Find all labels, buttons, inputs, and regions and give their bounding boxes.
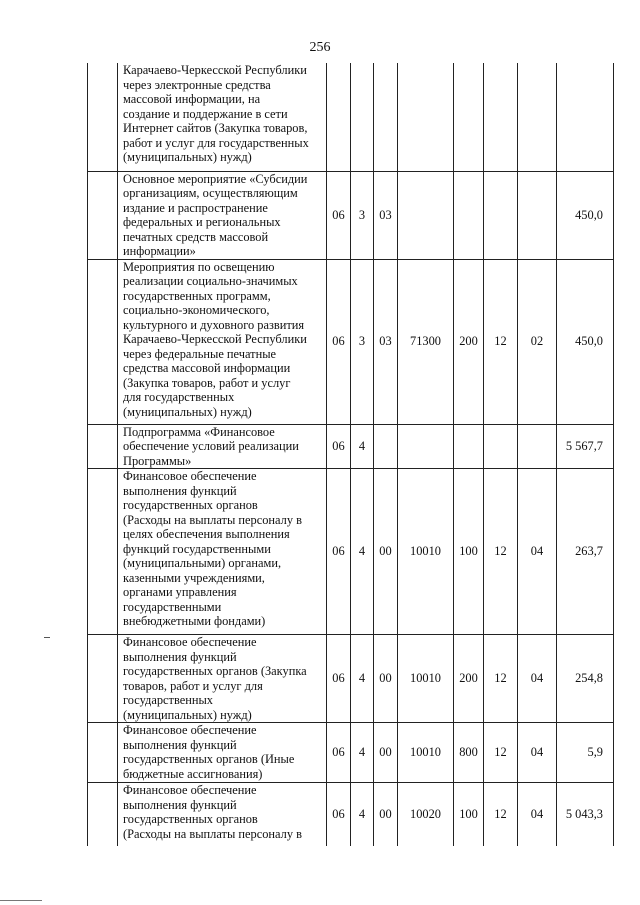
item-name-line: через федеральные печатные — [123, 346, 277, 361]
division-cell: 12 — [484, 635, 518, 723]
item-name-line: выполнения функций — [123, 737, 237, 752]
section-code-cell: 06 — [327, 635, 351, 723]
item-name-line: (муниципальных) нужд) — [123, 707, 252, 722]
table-body — [88, 63, 614, 846]
item-name-cell — [118, 171, 327, 259]
table-row — [88, 171, 614, 259]
subdivision-cell: 04 — [518, 469, 557, 635]
item-name-line: федеральных и региональных — [123, 215, 281, 229]
item-name-line: Финансовое обеспечение — [123, 469, 257, 483]
item-name-line: государственных — [123, 693, 214, 707]
activity-code-cell — [374, 424, 398, 469]
section-code-cell: 06 — [327, 469, 351, 635]
item-name-line: издание и распространение — [123, 200, 268, 215]
blank-cell — [88, 171, 118, 259]
item-name-line: государственных программ, — [123, 288, 271, 303]
subprogram-code-cell: 4 — [351, 469, 374, 635]
item-name-line: (муниципальных) нужд) — [123, 404, 252, 419]
amount-cell: 450,0 — [557, 259, 614, 424]
section-code-cell: 06 — [327, 723, 351, 783]
direction-code-cell — [398, 424, 454, 469]
item-name-line: организациям, осуществляющим — [123, 186, 298, 200]
item-name-line: государственных органов — [123, 498, 258, 512]
item-name-line: культурного и духовного развития — [123, 317, 305, 332]
direction-code-cell: 10010 — [398, 469, 454, 635]
page-number: 256 — [309, 40, 331, 55]
section-code-cell: 06 — [327, 424, 351, 469]
table-row — [88, 469, 614, 635]
item-name-line: печатных средств массовой — [123, 229, 269, 244]
item-name-line: казенными учреждениями, — [123, 570, 265, 585]
expense-type-cell — [454, 424, 484, 469]
item-name-line: Карачаево-Черкесской Республики — [123, 332, 307, 346]
subprogram-code-cell — [351, 63, 374, 171]
table-row — [88, 259, 614, 424]
blank-cell — [88, 723, 118, 783]
amount-cell: 5 567,7 — [557, 424, 614, 469]
item-name-line: информации» — [123, 244, 196, 258]
item-name-line: (Закупка товаров, работ и услуг — [123, 375, 291, 390]
blank-cell — [88, 469, 118, 635]
activity-code-cell: 00 — [374, 635, 398, 723]
division-cell: 12 — [484, 783, 518, 846]
division-cell — [484, 171, 518, 259]
blank-cell — [88, 424, 118, 469]
item-name-line: (муниципальными) органами, — [123, 556, 282, 570]
item-name-cell — [118, 259, 327, 424]
item-name-cell — [118, 635, 327, 723]
expense-type-cell: 200 — [454, 635, 484, 723]
direction-code-cell — [398, 171, 454, 259]
subdivision-cell: 02 — [518, 259, 557, 424]
subdivision-cell — [518, 171, 557, 259]
subdivision-cell — [518, 63, 557, 171]
footer-rule — [0, 900, 42, 901]
amount-cell — [557, 63, 614, 171]
division-cell: 12 — [484, 723, 518, 783]
item-name-line: реализации социально-значимых — [123, 274, 298, 288]
subprogram-code-cell: 4 — [351, 783, 374, 846]
item-name-line: средства массовой информации — [123, 361, 291, 375]
margin-mark — [44, 637, 50, 638]
amount-cell: 450,0 — [557, 171, 614, 259]
expense-type-cell: 800 — [454, 723, 484, 783]
section-code-cell: 06 — [327, 259, 351, 424]
activity-code-cell: 00 — [374, 783, 398, 846]
blank-cell — [88, 259, 118, 424]
subprogram-code-cell: 4 — [351, 424, 374, 469]
item-name-line: государственных органов (Иные — [123, 752, 295, 766]
item-name-line: целях обеспечения выполнения — [123, 527, 290, 541]
item-name-line: выполнения функций — [123, 797, 237, 812]
item-name-line: работ и услуг для государственных — [123, 135, 309, 150]
item-name-line: выполнения функций — [123, 649, 237, 664]
subdivision-cell: 04 — [518, 635, 557, 723]
activity-code-cell: 03 — [374, 259, 398, 424]
item-name-line: государственных органов (Закупка — [123, 664, 307, 678]
expense-type-cell: 100 — [454, 469, 484, 635]
item-name-line: создание и поддержание в сети — [123, 106, 288, 121]
item-name-line: Финансовое обеспечение — [123, 723, 257, 737]
section-code-cell — [327, 63, 351, 171]
item-name-line: Мероприятия по освещению — [123, 259, 275, 274]
item-name-line: Карачаево-Черкесской Республики — [123, 63, 307, 77]
direction-code-cell: 10020 — [398, 783, 454, 846]
subdivision-cell: 04 — [518, 723, 557, 783]
activity-code-cell — [374, 63, 398, 171]
item-name-line: Финансовое обеспечение — [123, 783, 257, 797]
item-name-line: через электронные средства — [123, 77, 271, 92]
item-name-line: (Расходы на выплаты персоналу в — [123, 826, 302, 841]
activity-code-cell: 00 — [374, 723, 398, 783]
item-name-line: Финансовое обеспечение — [123, 635, 257, 649]
blank-cell — [88, 63, 118, 171]
item-name-cell — [118, 63, 327, 171]
item-name-line: Программы» — [123, 453, 192, 468]
budget-table — [87, 63, 614, 846]
item-name-line: социально-экономического, — [123, 303, 270, 317]
section-code-cell: 06 — [327, 783, 351, 846]
item-name-line: (муниципальных) нужд) — [123, 150, 252, 164]
item-name-line: органами управления — [123, 585, 237, 599]
direction-code-cell: 71300 — [398, 259, 454, 424]
subdivision-cell: 04 — [518, 783, 557, 846]
section-code-cell: 06 — [327, 171, 351, 259]
subprogram-code-cell: 4 — [351, 723, 374, 783]
expense-type-cell: 200 — [454, 259, 484, 424]
direction-code-cell: 10010 — [398, 723, 454, 783]
direction-code-cell: 10010 — [398, 635, 454, 723]
item-name-line: товаров, работ и услуг для — [123, 678, 263, 693]
division-cell: 12 — [484, 469, 518, 635]
item-name-line: государственными — [123, 599, 222, 614]
division-cell — [484, 424, 518, 469]
table-row — [88, 723, 614, 783]
direction-code-cell — [398, 63, 454, 171]
subprogram-code-cell: 3 — [351, 171, 374, 259]
item-name-line: для государственных — [123, 390, 235, 404]
table-row — [88, 424, 614, 469]
item-name-line: обеспечение условий реализации — [123, 439, 299, 453]
item-name-cell — [118, 469, 327, 635]
item-name-line: (Расходы на выплаты персоналу в — [123, 512, 302, 527]
division-cell — [484, 63, 518, 171]
table-row — [88, 783, 614, 846]
item-name-cell — [118, 783, 327, 846]
item-name-line: массовой информации, на — [123, 92, 261, 106]
item-name-line: внебюджетными фондами) — [123, 614, 266, 628]
activity-code-cell: 00 — [374, 469, 398, 635]
blank-cell — [88, 783, 118, 846]
item-name-line: Основное мероприятие «Субсидии — [123, 171, 308, 186]
table-row — [88, 635, 614, 723]
item-name-cell — [118, 723, 327, 783]
amount-cell: 254,8 — [557, 635, 614, 723]
item-name-cell — [118, 424, 327, 469]
item-name-line: функций государственными — [123, 541, 271, 556]
item-name-line: выполнения функций — [123, 483, 237, 498]
subprogram-code-cell: 4 — [351, 635, 374, 723]
table-row — [88, 63, 614, 171]
expense-type-cell — [454, 63, 484, 171]
expense-type-cell: 100 — [454, 783, 484, 846]
item-name-line: Интернет сайтов (Закупка товаров, — [123, 121, 308, 135]
subprogram-code-cell: 3 — [351, 259, 374, 424]
expense-type-cell — [454, 171, 484, 259]
blank-cell — [88, 635, 118, 723]
item-name-line: государственных органов — [123, 812, 258, 826]
item-name-line: Подпрограмма «Финансовое — [123, 424, 275, 439]
activity-code-cell: 03 — [374, 171, 398, 259]
amount-cell: 5 043,3 — [557, 783, 614, 846]
subdivision-cell — [518, 424, 557, 469]
amount-cell: 5,9 — [557, 723, 614, 783]
item-name-line: бюджетные ассигнования) — [123, 766, 263, 781]
amount-cell: 263,7 — [557, 469, 614, 635]
division-cell: 12 — [484, 259, 518, 424]
